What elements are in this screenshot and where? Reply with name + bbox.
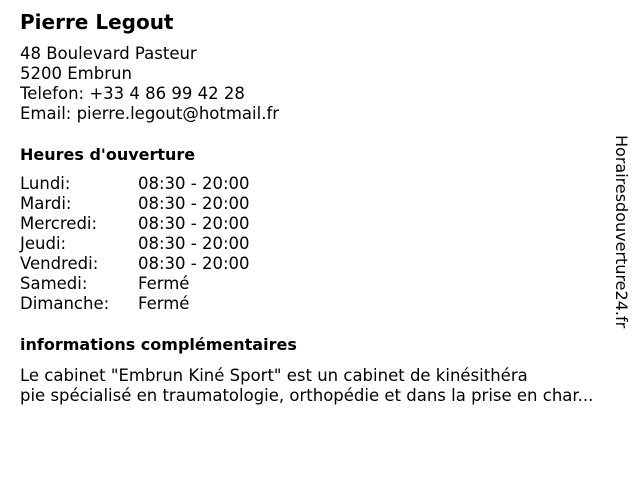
street-address: 48 Boulevard Pasteur <box>20 44 197 63</box>
time-value: 08:30 - 20:00 <box>138 234 250 253</box>
time-value: 08:30 - 20:00 <box>138 254 250 273</box>
time-value: Fermé <box>138 274 190 293</box>
time-value: Fermé <box>138 294 190 313</box>
additional-info-text <box>20 366 630 406</box>
day-label: Dimanche: <box>20 294 110 313</box>
site-watermark: Horairesdouverture24.fr <box>612 135 631 329</box>
time-value: 08:30 - 20:00 <box>138 214 250 233</box>
day-label: Lundi: <box>20 174 71 193</box>
day-label: Samedi: <box>20 274 88 293</box>
time-value: 08:30 - 20:00 <box>138 174 250 193</box>
info-line: Le cabinet "Embrun Kiné Sport" est un cabinet de kinésithéra <box>20 366 528 385</box>
phone-number: Telefon: +33 4 86 99 42 28 <box>20 84 245 103</box>
opening-hours-heading: Heures d'ouverture <box>20 145 196 164</box>
additional-info-heading: informations complémentaires <box>20 335 297 354</box>
time-value: 08:30 - 20:00 <box>138 194 250 213</box>
email-address: Email: pierre.legout@hotmail.fr <box>20 104 280 123</box>
day-label: Mercredi: <box>20 214 98 233</box>
info-line: pie spécialisé en traumatologie, orthopédie et dans la prise en char... <box>20 386 594 405</box>
person-name: Pierre Legout <box>20 10 174 34</box>
day-label: Mardi: <box>20 194 72 213</box>
city-address: 5200 Embrun <box>20 64 132 83</box>
contact-block <box>20 44 279 124</box>
day-label: Jeudi: <box>20 234 67 253</box>
day-label: Vendredi: <box>20 254 99 273</box>
